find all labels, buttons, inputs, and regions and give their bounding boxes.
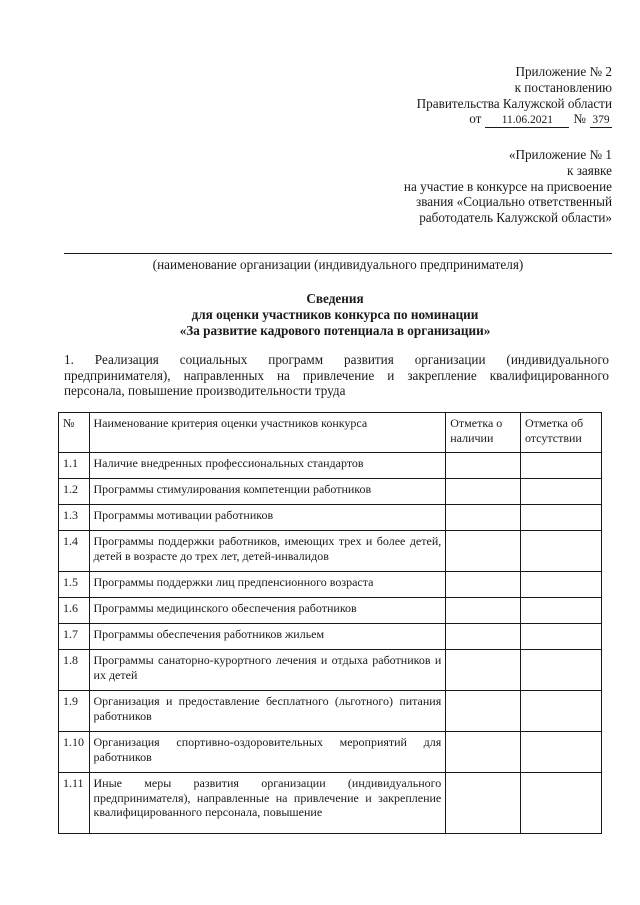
- row-criterion: Организация спортивно-оздоровительных мероприятий для работников: [89, 732, 446, 773]
- present-mark-cell[interactable]: [446, 650, 521, 691]
- appendix-2-authority: Правительства Калужской области: [416, 95, 612, 111]
- absent-mark-cell[interactable]: [520, 572, 601, 598]
- header-absent: Отметка об отсутствии: [520, 413, 601, 453]
- present-mark-cell[interactable]: [446, 453, 521, 479]
- present-mark-cell[interactable]: [446, 773, 521, 834]
- table-row: [59, 732, 602, 773]
- row-number: 1.11: [59, 773, 90, 834]
- appendix-1-purpose: на участие в конкурсе на присвоение: [403, 178, 612, 194]
- table-row: [59, 691, 602, 732]
- table-row: [59, 572, 602, 598]
- table-row: [59, 479, 602, 505]
- row-number: 1.5: [59, 572, 90, 598]
- absent-mark-cell[interactable]: [520, 505, 601, 531]
- present-mark-cell[interactable]: [446, 572, 521, 598]
- absent-mark-cell[interactable]: [520, 531, 601, 572]
- row-criterion: Наличие внедренных профессиональных стандартов: [89, 453, 446, 479]
- present-mark-cell[interactable]: [446, 505, 521, 531]
- absent-mark-cell[interactable]: [520, 453, 601, 479]
- appendix-1-title-name: звания «Социально ответственный: [416, 194, 612, 210]
- organization-name-caption: (наименование организации (индивидуального предпринимателя): [152, 257, 524, 272]
- row-criterion: Программы медицинского обеспечения работников: [89, 598, 446, 624]
- row-criterion: Программы мотивации работников: [89, 505, 446, 531]
- appendix-2-header: [417, 64, 612, 128]
- row-number: 1.4: [59, 531, 90, 572]
- table-row: [59, 650, 602, 691]
- row-criterion: Программы поддержки лиц предпенсионного возраста: [89, 572, 446, 598]
- row-criterion: Программы обеспечения работников жильем: [89, 624, 446, 650]
- header-criterion: Наименование критерия оценки участников конкурса: [89, 413, 446, 453]
- present-mark-cell[interactable]: [446, 732, 521, 773]
- row-number: 1.8: [59, 650, 90, 691]
- absent-mark-cell[interactable]: [520, 732, 601, 773]
- from-label: от: [469, 111, 482, 127]
- row-number: 1.3: [59, 505, 90, 531]
- row-number: 1.6: [59, 598, 90, 624]
- appendix-1-title-name-cont: работодатель Калужской области»: [419, 210, 612, 226]
- row-criterion: Иные меры развития организации (индивидуального предпринимателя), направленные на привлечение и закрепление квалифицированного персонала, повышение: [89, 773, 446, 834]
- absent-mark-cell[interactable]: [520, 691, 601, 732]
- title-line-2: для оценки участников конкурса по номинации: [191, 307, 479, 322]
- decree-date-line: [417, 111, 612, 128]
- decree-number: 379: [590, 114, 612, 128]
- present-mark-cell[interactable]: [446, 479, 521, 505]
- present-mark-cell[interactable]: [446, 598, 521, 624]
- title-line-1: Сведения: [306, 291, 364, 306]
- row-number: 1.9: [59, 691, 90, 732]
- title-line-3: «За развитие кадрового потенциала в организации»: [179, 323, 491, 338]
- appendix-2-ref: к постановлению: [514, 79, 612, 95]
- section-1-heading: 1. Реализация социальных программ развития организации (индивидуального предпринимателя), направленных на привлечение и закрепление квалифицированного персонала, повышение производительности труда: [64, 352, 609, 398]
- header-number: №: [59, 413, 90, 453]
- absent-mark-cell[interactable]: [520, 598, 601, 624]
- table-row: [59, 598, 602, 624]
- table-header-row: [59, 413, 602, 453]
- table-row: [59, 624, 602, 650]
- present-mark-cell[interactable]: [446, 531, 521, 572]
- row-criterion: Программы санаторно-курортного лечения и отдыха работников и их детей: [89, 650, 446, 691]
- present-mark-cell[interactable]: [446, 624, 521, 650]
- number-label: №: [573, 111, 586, 127]
- organization-name-line: [64, 253, 612, 254]
- present-mark-cell[interactable]: [446, 691, 521, 732]
- absent-mark-cell[interactable]: [520, 479, 601, 505]
- table-row: [59, 531, 602, 572]
- table-row: [59, 453, 602, 479]
- table-row: [59, 505, 602, 531]
- absent-mark-cell[interactable]: [520, 773, 601, 834]
- row-criterion: Программы поддержки работников, имеющих трех и более детей, детей в возрасте до трех лет, детей-инвалидов: [89, 531, 446, 572]
- row-number: 1.7: [59, 624, 90, 650]
- appendix-1-header: [404, 147, 612, 226]
- absent-mark-cell[interactable]: [520, 650, 601, 691]
- row-number: 1.10: [59, 732, 90, 773]
- row-number: 1.2: [59, 479, 90, 505]
- row-number: 1.1: [59, 453, 90, 479]
- appendix-1-ref: к заявке: [567, 162, 612, 178]
- row-criterion: Организация и предоставление бесплатного (льготного) питания работников: [89, 691, 446, 732]
- row-criterion: Программы стимулирования компетенции работников: [89, 479, 446, 505]
- appendix-1-title: «Приложение № 1: [508, 147, 612, 162]
- table-row: [59, 773, 602, 834]
- appendix-2-title: Приложение № 2: [515, 64, 612, 79]
- criteria-table: [58, 412, 602, 834]
- absent-mark-cell[interactable]: [520, 624, 601, 650]
- header-present: Отметка о наличии: [446, 413, 521, 453]
- document-title: [30, 291, 640, 339]
- decree-date: 11.06.2021: [485, 114, 569, 128]
